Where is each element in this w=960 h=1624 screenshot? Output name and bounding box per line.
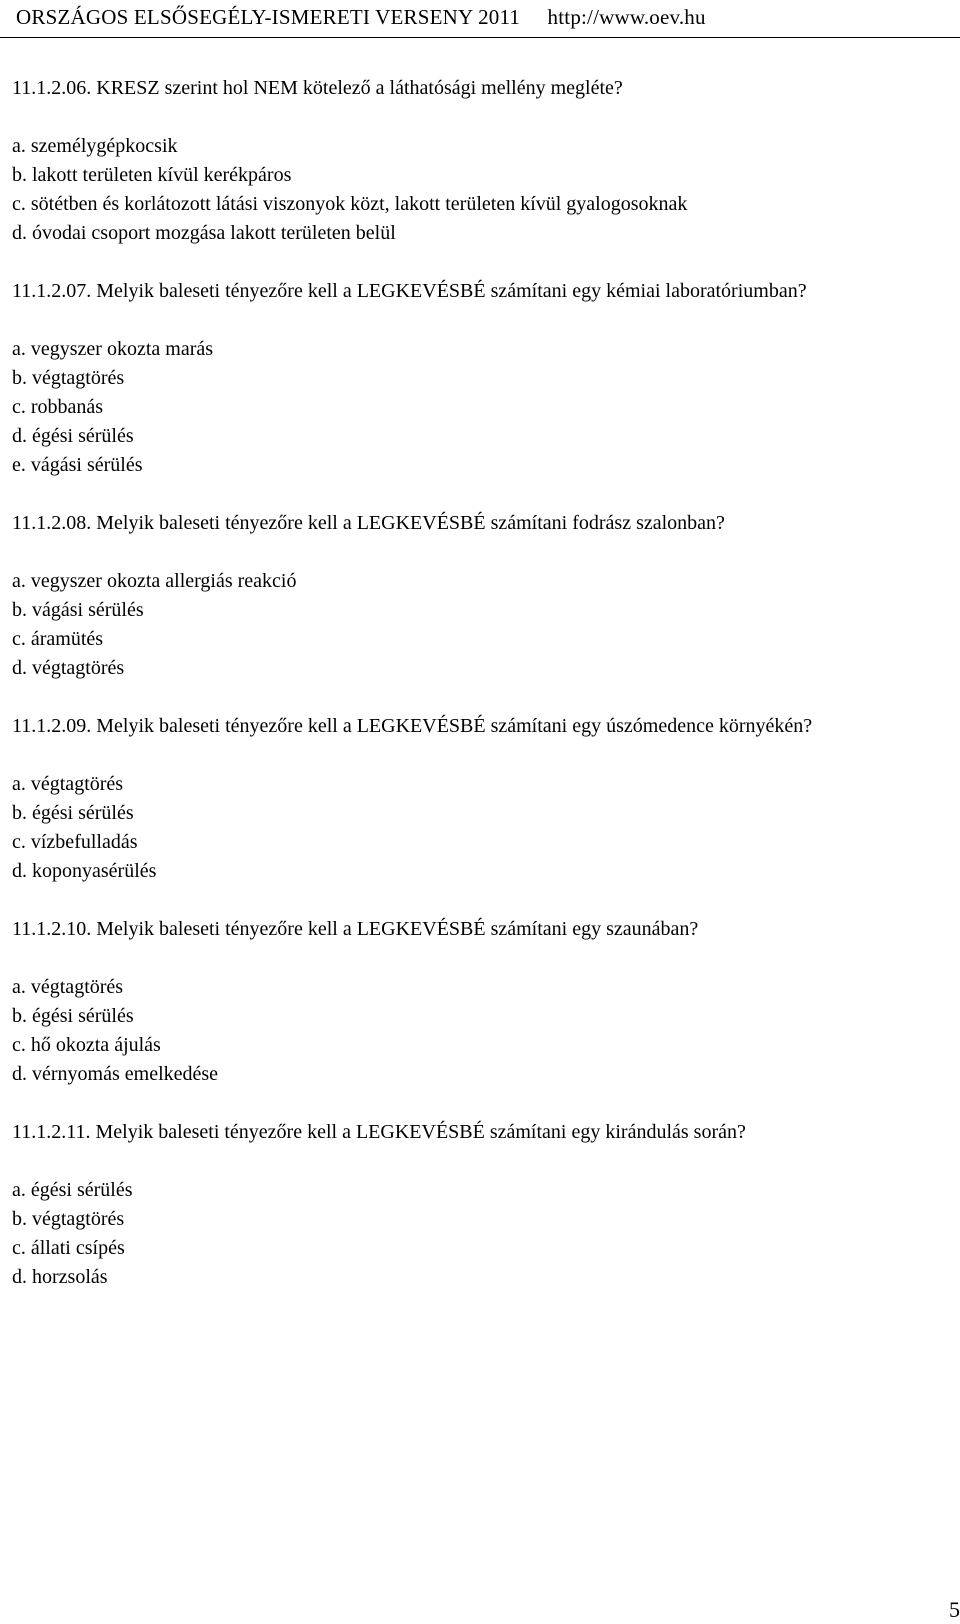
answer-option: c. áramütés bbox=[12, 628, 104, 650]
answer-option: d. koponyasérülés bbox=[12, 860, 157, 882]
answer-option: d. vérnyomás emelkedése bbox=[12, 1063, 219, 1085]
header-title: ORSZÁGOS ELSŐSEGÉLY-ISMERETI VERSENY 2011 bbox=[16, 5, 521, 29]
answer-option: b. lakott területen kívül kerékpáros bbox=[12, 164, 292, 186]
answer-option: d. horzsolás bbox=[12, 1266, 108, 1288]
answer-options bbox=[12, 335, 942, 480]
header-text bbox=[16, 0, 706, 34]
answer-option: b. vágási sérülés bbox=[12, 599, 144, 621]
answer-option: b. égési sérülés bbox=[12, 1005, 134, 1027]
header-divider bbox=[0, 37, 960, 38]
answer-option: c. sötétben és korlátozott látási viszonyok közt, lakott területen kívül gyalogosoknak bbox=[12, 193, 688, 215]
question-text: 11.1.2.07. Melyik baleseti tényezőre kell a LEGKEVÉSBÉ számítani egy kémiai laboratóriumban? bbox=[12, 280, 807, 302]
page-header bbox=[0, 0, 960, 30]
answer-option: b. égési sérülés bbox=[12, 802, 134, 824]
answer-option: c. vízbefulladás bbox=[12, 831, 138, 853]
answer-option: c. robbanás bbox=[12, 396, 104, 418]
answer-option: d. végtagtörés bbox=[12, 657, 125, 679]
question-text: 11.1.2.11. Melyik baleseti tényezőre kell a LEGKEVÉSBÉ számítani egy kirándulás során? bbox=[12, 1121, 746, 1143]
answer-option: a. vegyszer okozta allergiás reakció bbox=[12, 570, 297, 592]
header-url: http://www.oev.hu bbox=[547, 5, 706, 29]
answer-option: a. végtagtörés bbox=[12, 773, 124, 795]
answer-options bbox=[12, 770, 942, 886]
answer-option: b. végtagtörés bbox=[12, 367, 125, 389]
page-number: 5 bbox=[949, 1597, 960, 1622]
answer-option: c. állati csípés bbox=[12, 1237, 125, 1259]
question-text: 11.1.2.09. Melyik baleseti tényezőre kell a LEGKEVÉSBÉ számítani egy úszómedence környékén? bbox=[12, 715, 813, 737]
answer-options bbox=[12, 567, 942, 683]
answer-option: e. vágási sérülés bbox=[12, 454, 143, 476]
answer-option: a. égési sérülés bbox=[12, 1179, 133, 1201]
question-text: 11.1.2.10. Melyik baleseti tényezőre kell a LEGKEVÉSBÉ számítani egy szaunában? bbox=[12, 918, 699, 940]
question-list bbox=[12, 74, 942, 1321]
answer-option: a. személygépkocsik bbox=[12, 135, 178, 157]
answer-options bbox=[12, 132, 942, 248]
answer-option: c. hő okozta ájulás bbox=[12, 1034, 161, 1056]
answer-option: d. óvodai csoport mozgása lakott területen belül bbox=[12, 222, 396, 244]
answer-options bbox=[12, 1176, 942, 1292]
answer-option: a. végtagtörés bbox=[12, 976, 124, 998]
question-text: 11.1.2.08. Melyik baleseti tényezőre kell a LEGKEVÉSBÉ számítani fodrász szalonban? bbox=[12, 512, 725, 534]
answer-option: a. vegyszer okozta marás bbox=[12, 338, 214, 360]
answer-option: d. égési sérülés bbox=[12, 425, 134, 447]
question-text: 11.1.2.06. KRESZ szerint hol NEM kötelező a láthatósági mellény megléte? bbox=[12, 77, 623, 99]
answer-option: b. végtagtörés bbox=[12, 1208, 125, 1230]
answer-options bbox=[12, 973, 942, 1089]
